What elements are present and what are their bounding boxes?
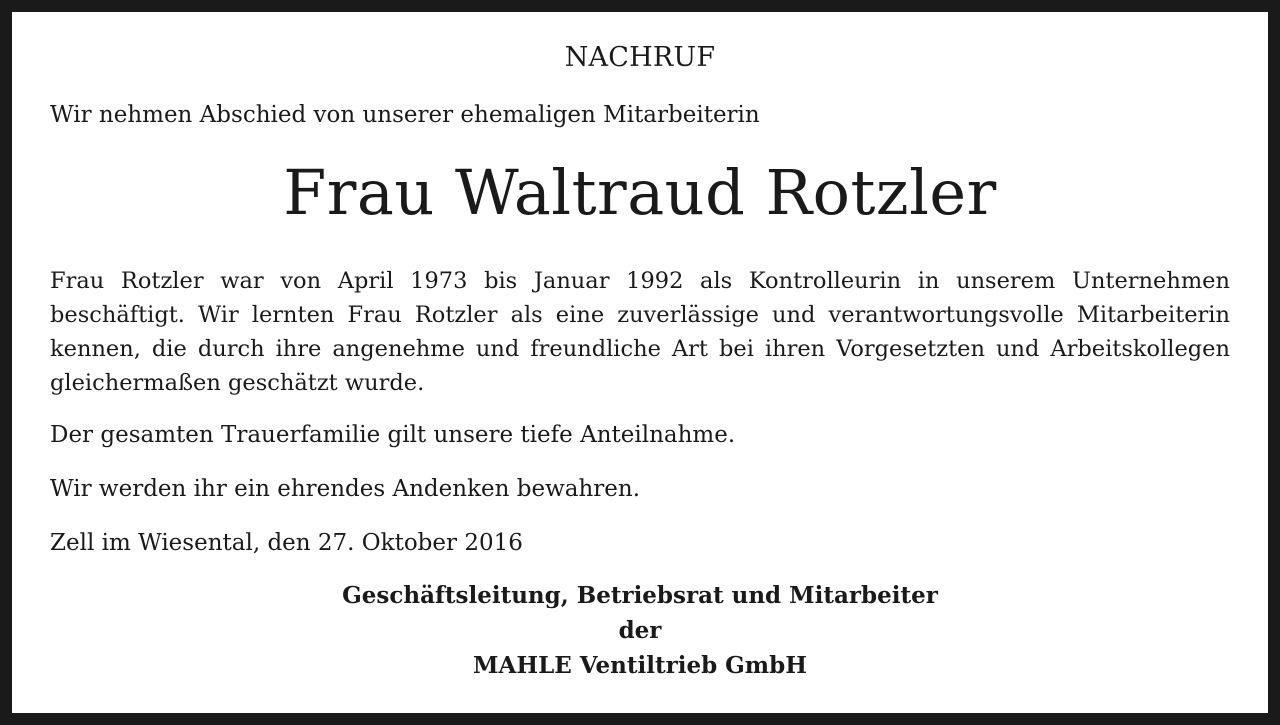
deceased-name: Frau Waltraud Rotzler	[283, 156, 997, 229]
signature-company: MAHLE Ventiltrieb GmbH	[473, 652, 807, 679]
signature-line-1: Geschäftsleitung, Betriebsrat und Mitarbeiter	[342, 582, 938, 609]
body-paragraph: Frau Rotzler war von April 1973 bis Januar 1992 als Kontrolleurin in unserem Unternehmen beschäftigt. Wir lernten Frau Rotzler als eine zuverlässige und verantwortungsvolle Mitarbeiterin kennen, die durch ihre angenehme und freundliche Art bei ihren Vorgesetzten und Arbeitskollegen gleichermaßen geschätzt wurde.	[50, 268, 1230, 396]
obituary-notice	[12, 12, 1268, 713]
signature-line-2: der	[618, 617, 662, 644]
place-date: Zell im Wiesental, den 27. Oktober 2016	[50, 530, 523, 556]
remembrance-text: Wir werden ihr ein ehrendes Andenken bewahren.	[50, 476, 641, 502]
condolence-text: Der gesamten Trauerfamilie gilt unsere tiefe Anteilnahme.	[50, 422, 736, 448]
intro-text: Wir nehmen Abschied von unserer ehemaligen Mitarbeiterin	[50, 102, 760, 128]
notice-heading: NACHRUF	[564, 42, 716, 73]
